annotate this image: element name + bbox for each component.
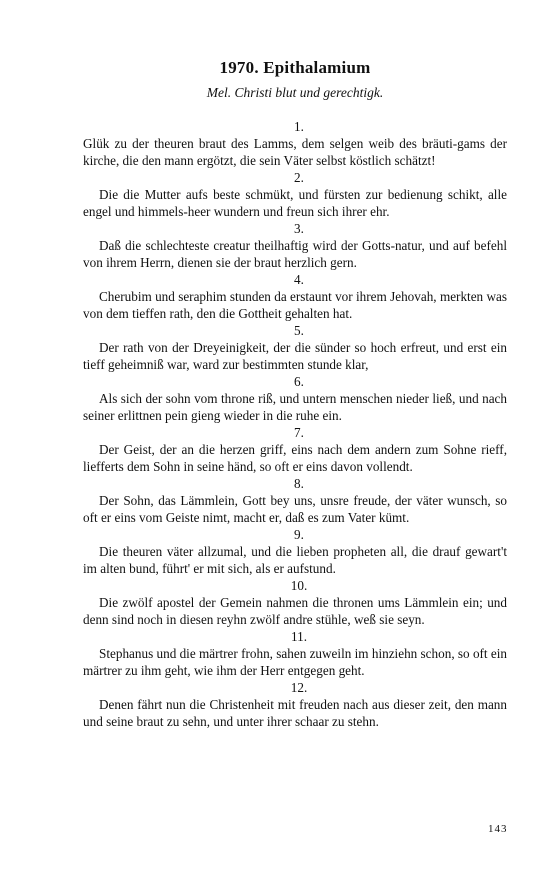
verse-text: Cherubim und seraphim stunden da erstaunt vor ihrem Jehovah, merkten was von dem tieffen rath, den die Gottheit gehalten hat. bbox=[83, 289, 507, 321]
verse-number: 11. bbox=[291, 629, 307, 644]
verse-text: Der rath von der Dreyeinigkeit, der die sünder so hoch erfreut, und erst ein tieff geheimniß war, ward zur bestimmten stunde klar, bbox=[83, 340, 507, 372]
melody-subtitle: Mel. Christi blut und gerechtigk. bbox=[206, 85, 384, 100]
verse-text: Stephanus und die märtrer frohn, sahen zuweiln im hinziehn schon, so oft ein märtrer zu ihm geht, wie ihm der Herr entgegen geht. bbox=[83, 646, 507, 678]
verse-number: 5. bbox=[294, 323, 304, 338]
verse-text: Daß die schlechteste creatur theilhaftig wird der Gotts-natur, und auf befehl von ihrem Herrn, dienen sie der braut herzlich gern. bbox=[83, 238, 507, 270]
verse-text: Die die Mutter aufs beste schmükt, und fürsten zur bedienung schikt, alle engel und himmels-heer wundern und freun sich ihrer ehr. bbox=[83, 187, 507, 219]
verse-number: 10. bbox=[290, 578, 308, 593]
verse-text: Der Geist, der an die herzen griff, eins nach dem andern zum Sohne rieff, liefferts dem Sohn in seine händ, so oft er eins davon vollendt. bbox=[83, 442, 507, 474]
verse-number: 3. bbox=[294, 221, 304, 236]
verse-number: 1. bbox=[294, 119, 304, 134]
page-number: 143 bbox=[488, 823, 508, 835]
verse-text: Glük zu der theuren braut des Lamms, dem selgen weib des bräuti-gams der kirche, die den mann ergötzt, die sein Väter selbst köstlich schätzt! bbox=[83, 136, 507, 168]
verse-text: Als sich der sohn vom throne riß, und untern menschen nieder ließ, und nach seiner erlittnen pein gieng wieder in die ruhe ein. bbox=[83, 391, 507, 423]
verse-number: 2. bbox=[294, 170, 304, 185]
verse-number: 6. bbox=[294, 374, 304, 389]
verse-text: Die theuren väter allzumal, und die lieben propheten all, die drauf gewart't im alten bund, führt' er mit sich, als er aufstund. bbox=[83, 544, 507, 576]
verse-text: Die zwölf apostel der Gemein nahmen die thronen ums Lämmlein ein; und denn sind noch in diesen reyhn zwölf andre stühle, weß sie seyn. bbox=[83, 595, 507, 627]
verse-number: 4. bbox=[294, 272, 304, 287]
verse-text: Denen fährt nun die Christenheit mit freuden nach aus dieser zeit, den mann und seine braut zu sehn, und unter ihrer schaar zu stehn. bbox=[83, 697, 507, 729]
verse-number: 12. bbox=[290, 680, 308, 695]
hymn-title: 1970. Epithalamium bbox=[219, 58, 371, 77]
verse-number: 7. bbox=[294, 425, 304, 440]
verse-text: Der Sohn, das Lämmlein, Gott bey uns, unsre freude, der väter wunsch, so oft er eins vom Geiste nimt, macht er, daß es zum Vater kümt. bbox=[83, 493, 507, 525]
verse-number: 9. bbox=[294, 527, 304, 542]
verse-list bbox=[83, 118, 507, 730]
verse-number: 8. bbox=[294, 476, 304, 491]
